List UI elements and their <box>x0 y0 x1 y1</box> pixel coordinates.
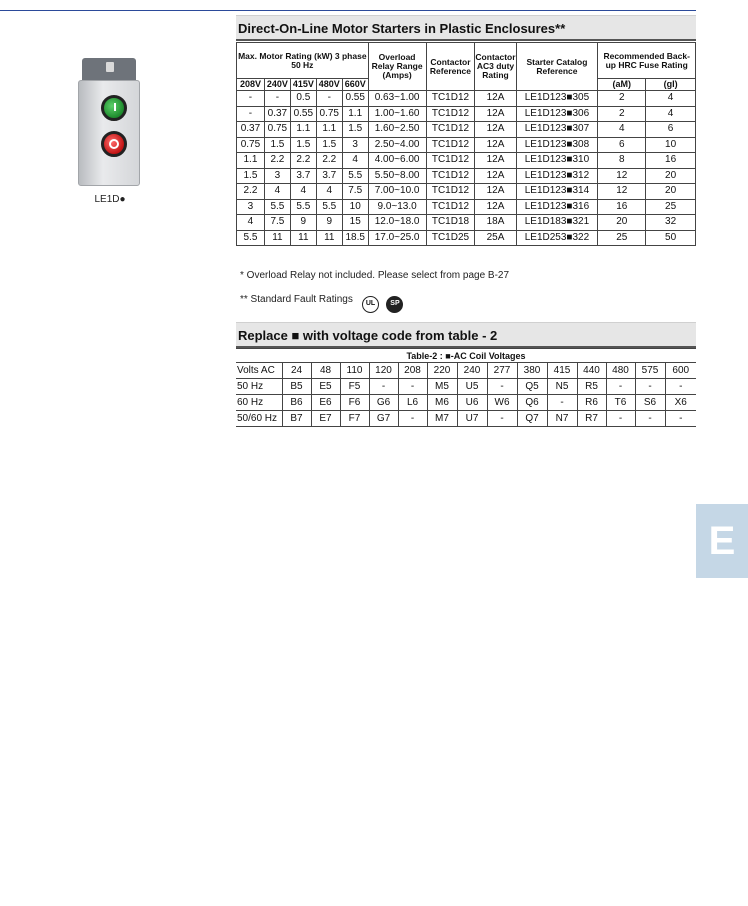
table-cell: 3.7 <box>290 168 316 184</box>
table-cell: 220 <box>427 363 457 379</box>
header-fuse: Recommended Back-up HRC Fuse Rating <box>598 43 696 79</box>
table-cell: W6 <box>487 395 517 411</box>
table-cell: - <box>264 91 290 107</box>
table-cell: F6 <box>340 395 369 411</box>
table-cell: - <box>487 411 517 427</box>
header-duty: Contactor AC3 duty Rating <box>475 43 516 91</box>
table-cell: - <box>635 411 665 427</box>
table-cell: 10 <box>342 199 368 215</box>
table-cell: R6 <box>577 395 606 411</box>
table-cell: - <box>547 395 577 411</box>
enclosure-body <box>78 80 140 186</box>
table-cell: 18A <box>475 215 516 231</box>
table-cell: 240 <box>457 363 487 379</box>
row-label: 60 Hz <box>236 395 282 411</box>
table-cell: 2.2 <box>264 153 290 169</box>
table-cell: TC1D12 <box>426 137 475 153</box>
voltage-header: 240V <box>264 79 290 91</box>
table-row <box>236 363 696 379</box>
table-cell: R7 <box>577 411 606 427</box>
table-cell: 18.5 <box>342 230 368 246</box>
top-rule <box>0 10 696 11</box>
table-cell: 1.5 <box>342 122 368 138</box>
starter-table-body <box>237 91 696 246</box>
table-cell: 25 <box>646 199 696 215</box>
table-cell: 1.5 <box>237 168 265 184</box>
table-cell: LE1D123■308 <box>516 137 598 153</box>
table-cell: 5.50~8.00 <box>368 168 426 184</box>
table-cell: M7 <box>427 411 457 427</box>
table-cell: 7.5 <box>342 184 368 200</box>
table-cell: T6 <box>606 395 635 411</box>
table-cell: 1.00~1.60 <box>368 106 426 122</box>
table-cell: 25A <box>475 230 516 246</box>
table-cell: 480 <box>606 363 635 379</box>
table-cell: - <box>606 411 635 427</box>
table-cell: G6 <box>369 395 398 411</box>
table-cell: 20 <box>646 168 696 184</box>
table-cell: 1.5 <box>290 137 316 153</box>
table-cell: LE1D123■307 <box>516 122 598 138</box>
table-cell: 440 <box>577 363 606 379</box>
table-cell: LE1D123■310 <box>516 153 598 169</box>
fuse-subheader-gi: (gI) <box>646 79 696 91</box>
table-cell: M6 <box>427 395 457 411</box>
voltage-header: 415V <box>290 79 316 91</box>
table-cell: 6 <box>646 122 696 138</box>
table-cell: 11 <box>264 230 290 246</box>
table-cell: 7.00~10.0 <box>368 184 426 200</box>
row-label: 50 Hz <box>236 379 282 395</box>
table-cell: 25 <box>598 230 646 246</box>
table-cell: L6 <box>398 395 427 411</box>
table-cell: 32 <box>646 215 696 231</box>
table-cell: 600 <box>665 363 696 379</box>
table-cell: E5 <box>311 379 340 395</box>
table-cell: LE1D123■316 <box>516 199 598 215</box>
table-cell: F5 <box>340 379 369 395</box>
table-cell: 3 <box>237 199 265 215</box>
table-cell: 2.50~4.00 <box>368 137 426 153</box>
voltage-header: 480V <box>316 79 342 91</box>
table-cell: 12.0~18.0 <box>368 215 426 231</box>
table-cell: - <box>665 379 696 395</box>
table-cell: TC1D12 <box>426 106 475 122</box>
table-cell: 24 <box>282 363 311 379</box>
table-cell: 4 <box>646 106 696 122</box>
table-cell: N5 <box>547 379 577 395</box>
table-cell: 4 <box>264 184 290 200</box>
header-motor-rating: Max. Motor Rating (kW) 3 phase 50 Hz <box>237 43 369 79</box>
table-cell: - <box>398 379 427 395</box>
table-cell: 2 <box>598 106 646 122</box>
table-row <box>236 379 696 395</box>
table-cell: 0.37 <box>264 106 290 122</box>
table-cell: 1.5 <box>264 137 290 153</box>
table-cell: 16 <box>598 199 646 215</box>
table-cell: 0.55 <box>290 106 316 122</box>
table-cell: B5 <box>282 379 311 395</box>
table-cell: U7 <box>457 411 487 427</box>
table-cell: B7 <box>282 411 311 427</box>
table-cell: 0.5 <box>290 91 316 107</box>
table-cell: 4.00~6.00 <box>368 153 426 169</box>
table-cell: 415 <box>547 363 577 379</box>
table-cell: TC1D12 <box>426 91 475 107</box>
table-cell: R5 <box>577 379 606 395</box>
table-cell: 12A <box>475 137 516 153</box>
table-cell: 15 <box>342 215 368 231</box>
table-cell: 12 <box>598 184 646 200</box>
table-cell: F7 <box>340 411 369 427</box>
table-cell: 1.5 <box>316 137 342 153</box>
voltage-header: 660V <box>342 79 368 91</box>
table-cell: 5.5 <box>290 199 316 215</box>
table-cell: 10 <box>646 137 696 153</box>
table-cell: 208 <box>398 363 427 379</box>
table-cell: 5.5 <box>316 199 342 215</box>
table-cell: 12A <box>475 153 516 169</box>
table-cell: - <box>398 411 427 427</box>
table-cell: 48 <box>311 363 340 379</box>
table-cell: 2.2 <box>316 153 342 169</box>
csa-logo-icon: SP <box>386 296 403 313</box>
table-cell: 5.5 <box>342 168 368 184</box>
table-cell: - <box>237 91 265 107</box>
table-cell: 6 <box>598 137 646 153</box>
note-overload: * Overload Relay not included. Please select from page B-27 <box>240 270 510 281</box>
table-cell: 9.0~13.0 <box>368 199 426 215</box>
table-row <box>237 122 696 138</box>
table-cell: 12A <box>475 106 516 122</box>
table-cell: TC1D25 <box>426 230 475 246</box>
table-cell: TC1D12 <box>426 168 475 184</box>
table-row <box>237 184 696 200</box>
table-cell: S6 <box>635 395 665 411</box>
table-row <box>236 411 696 427</box>
table-cell: 120 <box>369 363 398 379</box>
table-cell: 2.2 <box>237 184 265 200</box>
table-cell: 11 <box>290 230 316 246</box>
table-cell: 2.2 <box>290 153 316 169</box>
table-cell: 12A <box>475 168 516 184</box>
table-cell: 0.37 <box>237 122 265 138</box>
table-cell: N7 <box>547 411 577 427</box>
table-cell: E7 <box>311 411 340 427</box>
section-title-starters: Direct-On-Line Motor Starters in Plastic Enclosures** <box>236 15 696 41</box>
header-overload: Overload Relay Range (Amps) <box>368 43 426 91</box>
stop-button-icon <box>101 131 127 157</box>
table-row <box>236 395 696 411</box>
section-title-voltage-code: Replace ■ with voltage code from table - 2 <box>236 322 696 348</box>
table-cell: 4 <box>290 184 316 200</box>
table-cell: 8 <box>598 153 646 169</box>
table-cell: LE1D253■322 <box>516 230 598 246</box>
table-cell: LE1D123■314 <box>516 184 598 200</box>
table-cell: 1.1 <box>316 122 342 138</box>
table-cell: Q5 <box>517 379 547 395</box>
row-label: 50/60 Hz <box>236 411 282 427</box>
table-cell: U6 <box>457 395 487 411</box>
table-cell: E6 <box>311 395 340 411</box>
header-contactor: Contactor Reference <box>426 43 475 91</box>
table-cell: 9 <box>316 215 342 231</box>
table-cell: 1.1 <box>237 153 265 169</box>
table-cell: - <box>635 379 665 395</box>
table-cell: Q7 <box>517 411 547 427</box>
table-cell: 380 <box>517 363 547 379</box>
table-cell: 20 <box>598 215 646 231</box>
coil-voltage-table <box>236 348 696 427</box>
table-cell: 0.75 <box>237 137 265 153</box>
table-cell: B6 <box>282 395 311 411</box>
header-catalog: Starter Catalog Reference <box>516 43 598 91</box>
table-cell: LE1D123■312 <box>516 168 598 184</box>
table-cell: 3 <box>264 168 290 184</box>
table-cell: TC1D12 <box>426 199 475 215</box>
table-cell: - <box>237 106 265 122</box>
table-cell: 575 <box>635 363 665 379</box>
table-cell: 4 <box>646 91 696 107</box>
voltage-header: 208V <box>237 79 265 91</box>
table-cell: 4 <box>316 184 342 200</box>
table-cell: M5 <box>427 379 457 395</box>
table-cell: - <box>487 379 517 395</box>
table-cell: 0.75 <box>316 106 342 122</box>
table-cell: LE1D183■321 <box>516 215 598 231</box>
table-row <box>237 137 696 153</box>
motor-starter-image <box>78 58 140 186</box>
table-cell: 16 <box>646 153 696 169</box>
ul-logo-icon: UL <box>362 296 379 313</box>
table-cell: 12A <box>475 199 516 215</box>
fuse-subheader-am: (aM) <box>598 79 646 91</box>
table-cell: 277 <box>487 363 517 379</box>
coil-table-caption: Table-2 : ■-AC Coil Voltages <box>236 349 696 363</box>
product-caption: LE1D● <box>94 194 126 205</box>
table-cell: 3 <box>342 137 368 153</box>
table-cell: - <box>665 411 696 427</box>
table-cell: 1.1 <box>342 106 368 122</box>
starter-table <box>236 42 696 246</box>
coil-table-body <box>236 363 696 427</box>
table-cell: 2 <box>598 91 646 107</box>
table-cell: 12A <box>475 184 516 200</box>
table-cell: - <box>369 379 398 395</box>
table-cell: TC1D12 <box>426 184 475 200</box>
table-cell: LE1D123■306 <box>516 106 598 122</box>
lid-knob <box>106 62 114 72</box>
table-cell: G7 <box>369 411 398 427</box>
table-cell: 4 <box>342 153 368 169</box>
table-cell: 12 <box>598 168 646 184</box>
table-row <box>237 91 696 107</box>
table-cell: - <box>316 91 342 107</box>
table-cell: 50 <box>646 230 696 246</box>
table-row <box>237 230 696 246</box>
table-cell: 110 <box>340 363 369 379</box>
table-row <box>237 153 696 169</box>
table-cell: - <box>606 379 635 395</box>
table-cell: 0.63~1.00 <box>368 91 426 107</box>
table-cell: 7.5 <box>264 215 290 231</box>
table-cell: 12A <box>475 122 516 138</box>
table-cell: X6 <box>665 395 696 411</box>
table-cell: TC1D12 <box>426 122 475 138</box>
table-cell: 1.60~2.50 <box>368 122 426 138</box>
table-row <box>237 215 696 231</box>
table-cell: Q6 <box>517 395 547 411</box>
table-cell: 1.1 <box>290 122 316 138</box>
table-cell: 11 <box>316 230 342 246</box>
table-cell: 0.75 <box>264 122 290 138</box>
note-fault-ratings: ** Standard Fault Ratings <box>240 294 353 305</box>
table-row <box>237 199 696 215</box>
table-cell: 5.5 <box>237 230 265 246</box>
table-cell: 0.55 <box>342 91 368 107</box>
table-cell: TC1D18 <box>426 215 475 231</box>
table-cell: 12A <box>475 91 516 107</box>
section-tab-e: E <box>696 504 748 578</box>
table-cell: 4 <box>237 215 265 231</box>
table-cell: 4 <box>598 122 646 138</box>
table-row <box>237 168 696 184</box>
table-row <box>237 106 696 122</box>
table-cell: TC1D12 <box>426 153 475 169</box>
table-cell: 20 <box>646 184 696 200</box>
table-cell: 5.5 <box>264 199 290 215</box>
start-button-icon <box>101 95 127 121</box>
row-label: Volts AC <box>236 363 282 379</box>
certification-badges <box>362 292 406 313</box>
table-cell: 17.0~25.0 <box>368 230 426 246</box>
table-cell: LE1D123■305 <box>516 91 598 107</box>
table-cell: 3.7 <box>316 168 342 184</box>
table-cell: U5 <box>457 379 487 395</box>
table-cell: 9 <box>290 215 316 231</box>
